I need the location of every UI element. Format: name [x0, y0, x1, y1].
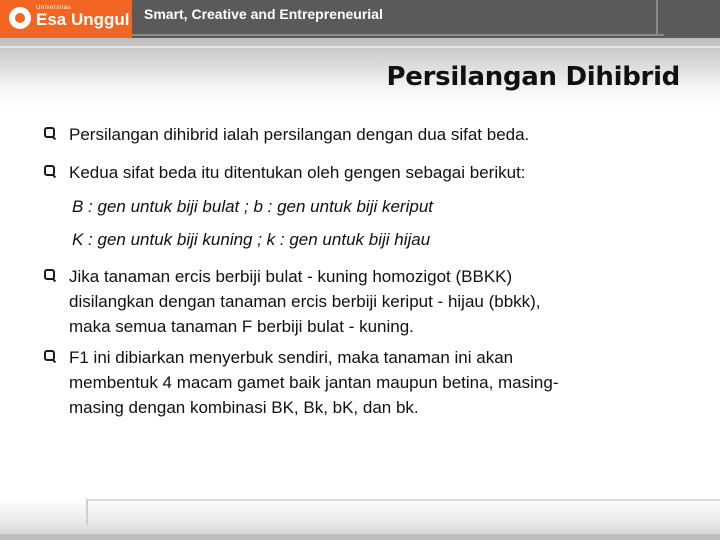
logo-name: Esa Unggul: [36, 10, 130, 29]
bullet-line: masing dengan kombinasi BK, Bk, bK, dan bk.: [69, 398, 419, 417]
header-bar: [0, 0, 720, 38]
checkbox-bullet-icon: [44, 269, 55, 280]
bullet-text: [69, 122, 529, 147]
gene-definition-line: B : gen untuk biji bulat ; b : gen untuk biji keriput: [72, 197, 434, 216]
band-divider: [0, 46, 720, 48]
bullet-line: Kedua sifat beda itu ditentukan oleh gengen sebagai berikut:: [69, 163, 526, 182]
slide-title: Persilangan Dihibrid: [386, 62, 680, 92]
header-corner-divider: [656, 0, 664, 36]
header-divider: [132, 34, 658, 36]
footer-bottom-strip: [0, 534, 720, 540]
footer-divider: [86, 499, 720, 501]
bullet-line: disilangkan dengan tanaman ercis berbiji keriput - hijau (bbkk),: [69, 292, 541, 311]
bullet-line: maka semua tanaman F berbiji bulat - kuning.: [69, 317, 414, 336]
bullet-line: F1 ini dibiarkan menyerbuk sendiri, maka tanaman ini akan: [69, 348, 514, 367]
tagline: Smart, Creative and Entrepreneurial: [144, 6, 383, 22]
footer-divider-tick: [86, 499, 88, 525]
bullet-line: membentuk 4 macam gamet baik jantan maupun betina, masing-: [69, 373, 559, 392]
gene-definition-line: K : gen untuk biji kuning ; k : gen untuk biji hijau: [72, 230, 431, 249]
bullet-item: [44, 264, 541, 339]
bullet-line: Jika tanaman ercis berbiji bulat - kuning homozigot (BBKK): [69, 267, 513, 286]
bullet-text: [69, 264, 541, 339]
logo: [0, 0, 132, 38]
checkbox-bullet-icon: [44, 165, 55, 176]
logo-icon: [9, 7, 31, 29]
logo-subtext: Universitas: [36, 5, 72, 11]
bullet-line: Persilangan dihibrid ialah persilangan dengan dua sifat beda.: [69, 125, 530, 144]
bullet-item: [44, 345, 558, 420]
bullet-item: [44, 160, 526, 185]
checkbox-bullet-icon: [44, 350, 55, 361]
bullet-text: [69, 160, 526, 185]
checkbox-bullet-icon: [44, 127, 55, 138]
bullet-text: [69, 345, 558, 420]
bullet-item: [44, 122, 529, 147]
